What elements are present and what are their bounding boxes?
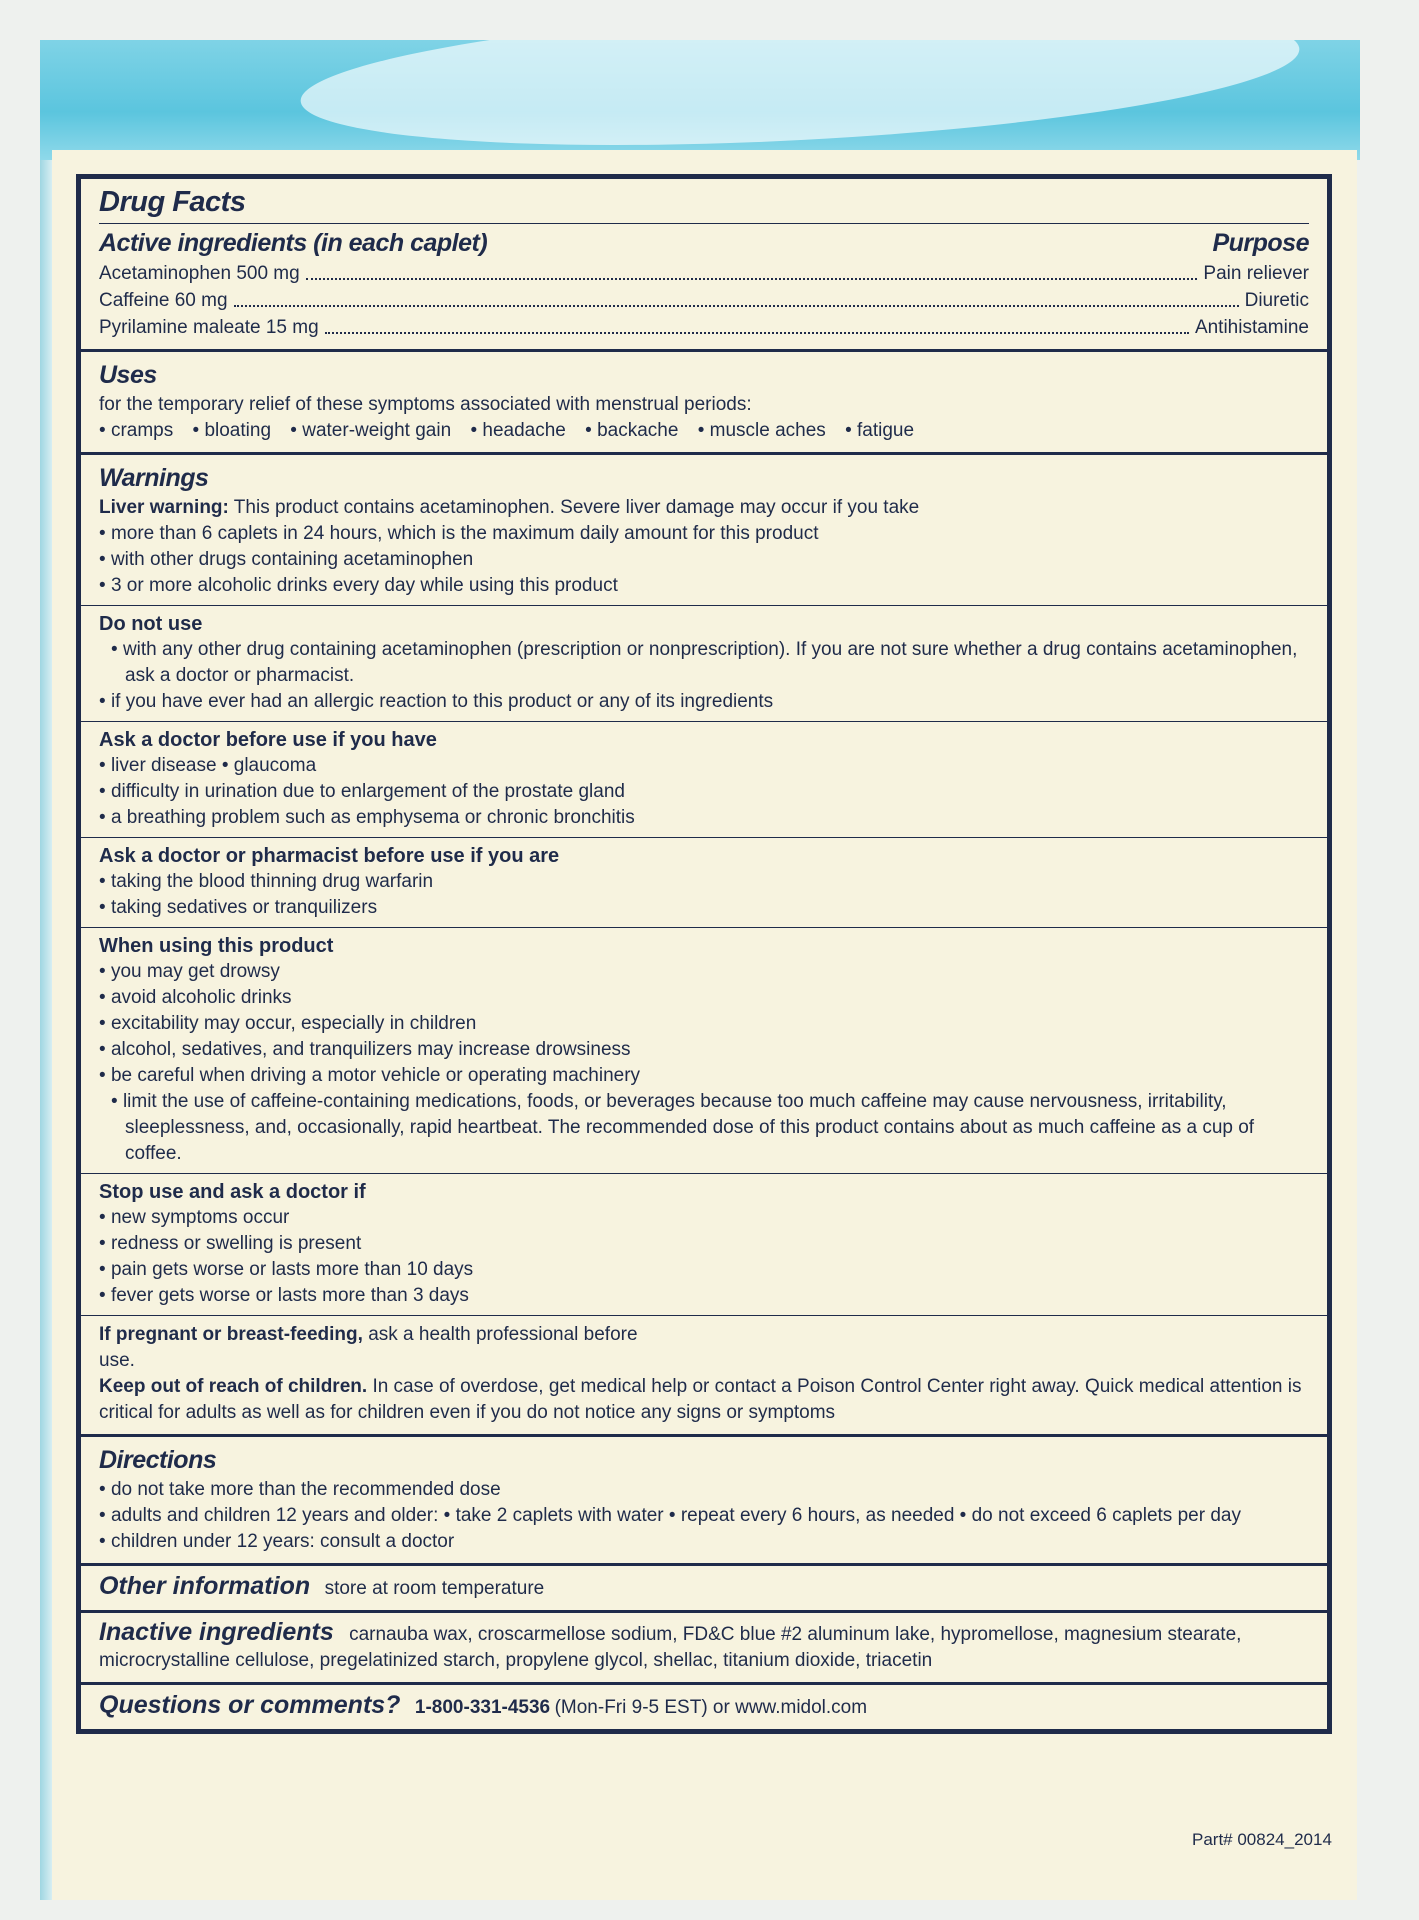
questions-heading: Questions or comments? [99,1691,401,1719]
when-using-heading: When using this product [99,935,334,957]
list-item: • taking the blood thinning drug warfarin [99,869,1309,895]
list-item: • excitability may occur, especially in children [99,1011,1309,1037]
ask-pharmacist-subsection [81,837,1327,927]
ask-pharmacist-heading: Ask a doctor or pharmacist before use if you are [99,845,560,867]
liver-warning-text: This product contains acetaminophen. Severe liver damage may occur if you take [233,497,920,518]
part-number: Part# 00824_2014 [1192,1830,1332,1849]
package-side-edge [40,160,52,1900]
uses-intro: for the temporary relief of these symptoms associated with menstrual periods: [99,394,752,415]
list-item: • taking sedatives or tranquilizers [99,895,1309,921]
list-item: • muscle aches [698,420,826,441]
list-item: • fever gets worse or lasts more than 3 days [99,1283,1309,1309]
list-item: • with other drugs containing acetaminophen [99,547,1309,573]
ingredient-name: Caffeine 60 mg [99,290,228,311]
pregnancy-label: If pregnant or breast-feeding, [99,1324,363,1345]
uses-list [99,418,1309,444]
other-information-text: store at room temperature [324,1578,545,1599]
active-ingredients-heading: Active ingredients (in each caplet) [99,229,488,257]
ask-doctor-subsection [81,721,1327,837]
ingredient-row [99,260,1309,287]
list-item: • a breathing problem such as emphysema or chronic bronchitis [99,805,1309,831]
when-using-subsection [81,927,1327,1173]
warnings-heading: Warnings [99,464,209,492]
ingredient-purpose: Pain reliever [1203,263,1309,284]
ingredient-name: Acetaminophen 500 mg [99,263,300,284]
list-item: • water-weight gain [290,420,451,441]
active-ingredients-section [81,179,1327,349]
ingredient-name: Pyrilamine maleate 15 mg [99,317,319,338]
uses-section [81,349,1327,452]
questions-phone: 1-800-331-4536 [414,1697,551,1718]
questions-section [81,1682,1327,1729]
list-item: • new symptoms occur [99,1205,1309,1231]
other-information-heading: Other information [99,1572,311,1600]
list-item: • limit the use of caffeine-containing medications, foods, or beverages because too much caffeine may cause nervousness, irritability, sleeplessness, and, occasionally, rapid heartbeat. The recommended dose of this product contains about as much caffeine as a cup of coffee. [99,1089,1309,1167]
list-item: • with any other drug containing acetaminophen (prescription or nonprescription). If you are not sure whether a drug contains acetaminophen, ask a doctor or pharmacist. [99,637,1309,689]
pregnancy-text: ask a health professional before use. [99,1324,638,1371]
purpose-heading: Purpose [1212,229,1309,257]
questions-text: (Mon-Fri 9-5 EST) or www.midol.com [554,1697,868,1718]
keep-out-label: Keep out of reach of children. [99,1376,368,1397]
ingredient-row [99,287,1309,314]
warnings-section [81,452,1327,1434]
list-item: • cramps [99,420,173,441]
liver-warning [99,495,1309,521]
list-item: • difficulty in urination due to enlargement of the prostate gland [99,779,1309,805]
list-item: • avoid alcoholic drinks [99,985,1309,1011]
list-item: • if you have ever had an allergic reaction to this product or any of its ingredients [99,689,1309,715]
list-item: • children under 12 years: consult a doctor [99,1529,1309,1555]
pregnancy-and-children-subsection [81,1315,1327,1434]
inactive-ingredients-heading: Inactive ingredients [99,1618,334,1646]
list-item: • adults and children 12 years and older: • take 2 caplets with water • repeat every 6 hours, as needed • do not exceed 6 caplets per day [99,1503,1309,1529]
drug-facts-title: Drug Facts [99,186,246,218]
list-item: • backache [585,420,678,441]
list-item: • bloating [193,420,272,441]
do-not-use-subsection [81,605,1327,721]
list-item: • be careful when driving a motor vehicle or operating machinery [99,1063,1309,1089]
ingredient-purpose: Diuretic [1244,290,1309,311]
keep-out-warning [99,1374,1309,1426]
list-item: • alcohol, sedatives, and tranquilizers may increase drowsiness [99,1037,1309,1063]
inactive-ingredients-text: carnauba wax, croscarmellose sodium, FD&C blue #2 aluminum lake, hypromellose, magnesium stearate, microcrystalline cellulose, pregelatinized starch, propylene glycol, shellac, titanium dioxide, triacetin [99,1624,1242,1671]
list-item: • liver disease • glaucoma [99,753,1309,779]
list-item: • 3 or more alcoholic drinks every day while using this product [99,573,1309,599]
drug-facts-box [76,174,1332,1734]
other-information-section [81,1563,1327,1610]
directions-section [81,1434,1327,1563]
do-not-use-heading: Do not use [99,613,203,635]
keep-out-text: In case of overdose, get medical help or contact a Poison Control Center right away. Quick medical attention is critical for adults as well as for children even if you do not notice any signs or symptoms [99,1376,1302,1423]
ingredient-purpose: Antihistamine [1194,317,1309,338]
list-item: • headache [470,420,565,441]
liver-warning-label: Liver warning: [99,497,229,518]
list-item: • redness or swelling is present [99,1231,1309,1257]
ingredient-row [99,314,1309,341]
stop-use-heading: Stop use and ask a doctor if [99,1181,366,1203]
ask-doctor-heading: Ask a doctor before use if you have [99,729,437,751]
package-top-flap [40,40,1360,160]
list-item: • pain gets worse or lasts more than 10 days [99,1257,1309,1283]
list-item: • you may get drowsy [99,959,1309,985]
list-item: • do not take more than the recommended dose [99,1477,1309,1503]
inactive-ingredients-section [81,1610,1327,1682]
stop-use-subsection [81,1173,1327,1315]
directions-heading: Directions [99,1446,217,1474]
pregnancy-warning [99,1322,659,1374]
brand-swoosh-graphic [297,40,1302,160]
list-item: • fatigue [845,420,914,441]
uses-heading: Uses [99,361,157,389]
list-item: • more than 6 caplets in 24 hours, which is the maximum daily amount for this product [99,521,1309,547]
